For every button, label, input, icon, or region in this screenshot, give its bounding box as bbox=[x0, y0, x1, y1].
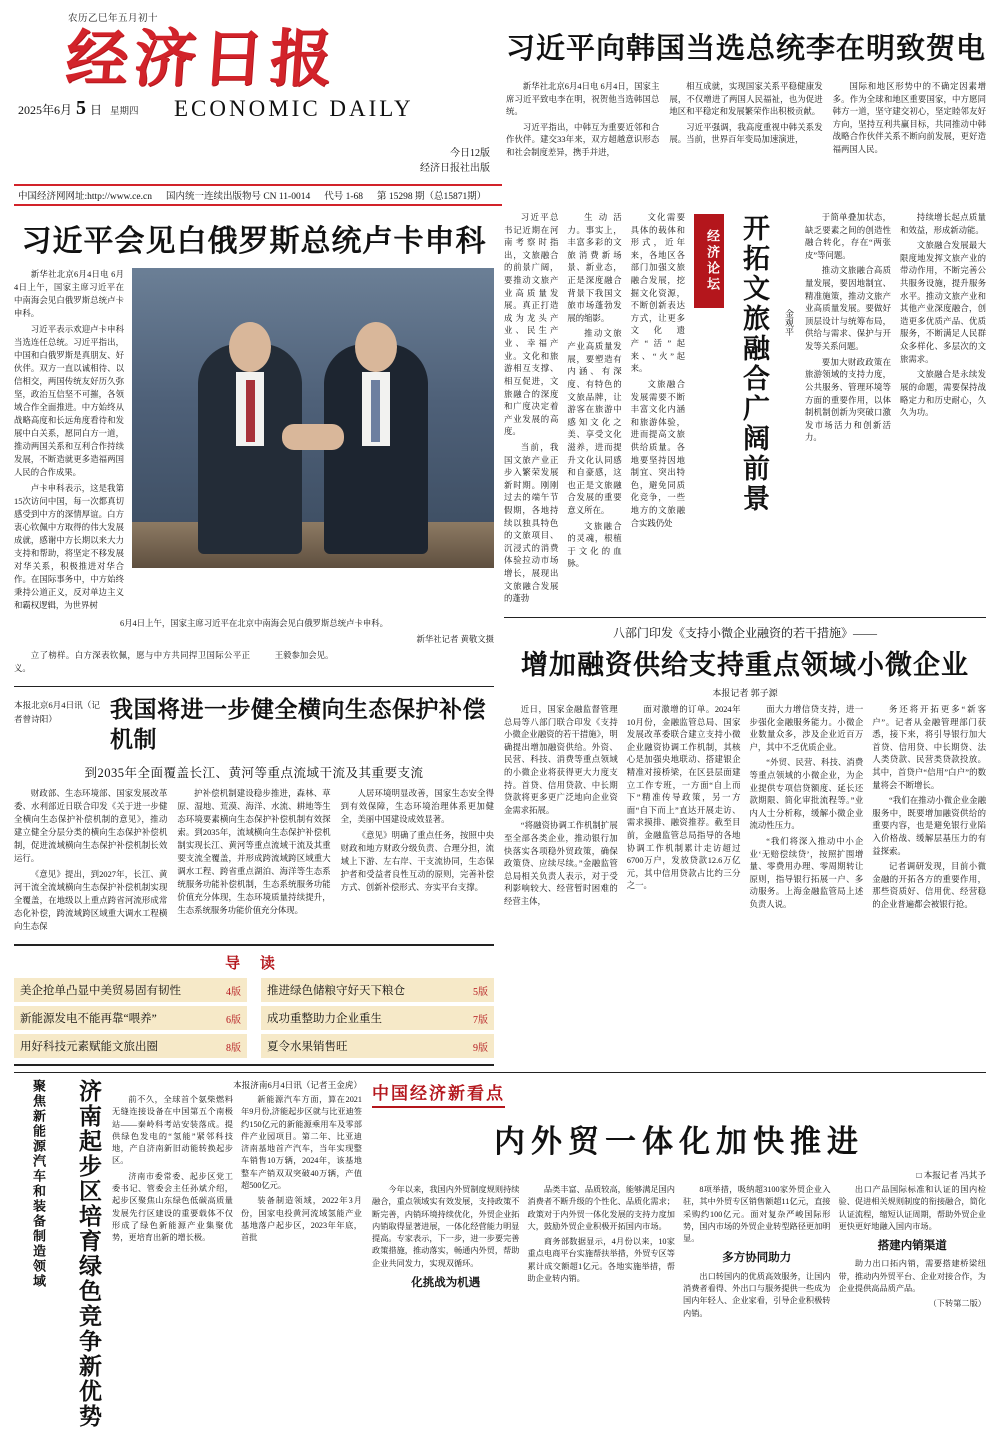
index-box bbox=[14, 944, 494, 1066]
paragraph: 新能源汽车方面，算在2021年9月份,济能起步区就与比亚迪签约150亿元的新能源乘用车及零部件产业园项目。第二年、比亚迪济南基地首产汽车，当年实现整车销售10万辆，2024年，该基地整车产销双双突破40万辆，产值超500亿元。 bbox=[241, 1095, 362, 1191]
index-item[interactable] bbox=[14, 1006, 247, 1030]
paragraph: 今年以来，我国内外贸制度规则持续融合，重点领域实有效发展，支持政策不断完善，内销环境持续优化，外贸企业拓内销取得显著进展，一体化经营能力明显提高。专家表示，下一步，进一步要完善政策措施，推动落实，畅通内外贸，帮助企业共同发力，实现双循环。 bbox=[372, 1185, 520, 1268]
paragraph: 新华社北京6月4日电 6月4日，国家主席习近平致电李在明，祝贺他当选韩国总统。 bbox=[506, 82, 660, 117]
date-day: 5 bbox=[76, 97, 87, 120]
date-unit: 日 bbox=[90, 103, 103, 118]
bottom-left-byline: 本报济南6月4日讯（记者王金虎） bbox=[233, 1080, 362, 1090]
paragraph: 8项举措，吸纳超3100家外贸企业入驻，其中外贸专区销售额超11亿元，直接采购约100亿元。面对复杂严峻国际形势，国内市场的外贸企业转型路径更加明显。 bbox=[683, 1185, 831, 1244]
paragraph: “我们在推动小微企业金融服务中，既要增加融资供给的重要内容，也是避免银行业陷入价格战、缓解层基压力的有益探索。 bbox=[872, 796, 986, 856]
paragraph: 文旅融合发展最大限度地发挥文旅产业的带动作用，不断完善公共服务设施，提升服务水平。推动文旅产业和其他产业深度融合，创造更多优质产品、优质服务，不断满足人民群众多样化、多层次的文旅需求。 bbox=[900, 241, 986, 364]
paragraph: 品类丰富、品质较高，能够满足国内消费者不断升级的个性化、品质化需求；政策对于内外贸一体化发展的支持力度加大，鼓励外贸企业积极开拓国内市场。 bbox=[527, 1185, 675, 1231]
forum-body-right bbox=[805, 212, 986, 448]
main-story-lead bbox=[14, 268, 494, 615]
paragraph: 生动活力。事实上，丰富多彩的文旅消费新场景、新业态，正是深度融合背景下我国文旅市场蓬勃发展的缩影。 bbox=[567, 213, 622, 323]
paragraph: “外贸、民营、科技、消费等重点领域的小微企业，为企业提供专项信贷额度、延长还款期限、简化审批流程等。”业内人士分析称，缓解小微企业流动性压力。 bbox=[749, 758, 864, 831]
paragraph: “将融资协调工作机制扩展至全部各类企业，推动银行加快落实各项稳外贸政策，确保政策贷、应续尽续。”金融监管总局相关负责人表示，对于受利影响较大、经营暂时困难的经营主体， bbox=[504, 821, 618, 907]
bottom-left-text bbox=[112, 1079, 362, 1429]
index-item-label: 新能源发电不能再靠“喂养” bbox=[20, 1013, 157, 1025]
new-view-col-3 bbox=[683, 1184, 831, 1323]
finance-col-1 bbox=[504, 704, 618, 915]
index-title: 导 读 bbox=[225, 956, 283, 972]
index-item[interactable] bbox=[261, 1006, 494, 1030]
paragraph: 出口转国内的优质高效服务，让国内消费者看得、外出口与服务提供一些成为国内年轻人、企业家看，引导企业积极转内销。 bbox=[683, 1271, 831, 1318]
paragraph: 济南市委常委、起步区党工委书记、管委会主任孙斌介绍，起步区聚焦山东绿色低碳高质量发展先行区建设的重要载体不仅形成了绿色新能源产业集聚优势，更培育出新的增长极。 bbox=[112, 1171, 233, 1243]
website-url[interactable]: 中国经济网网址:http://www.ce.cn bbox=[18, 192, 152, 202]
today-pages: 今日12版 bbox=[450, 148, 490, 159]
paragraph: 习近平总书记近期在河南考察时指出，文旅融合的前景广阔，要推动文旅产业高质量发展。真正打造成为龙头产业、民生产业、幸福产业。文化和旅游相互支撑、相互促进，文旅融合的深度和广度决定着产业发展的高度。 bbox=[504, 213, 559, 437]
paragraph: 立了榜样。白方深表钦佩，愿与中方共同捍卫国际公平正义。 bbox=[14, 651, 250, 674]
cn-number: 国内统一连续出版物号 CN 11-0014 bbox=[165, 192, 311, 202]
index-item[interactable] bbox=[14, 978, 247, 1002]
new-view-col-4 bbox=[839, 1184, 987, 1323]
forum-badge: 经济论坛 bbox=[694, 214, 724, 308]
index-item[interactable] bbox=[261, 1034, 494, 1058]
issue-info bbox=[420, 146, 490, 176]
main-story-photo bbox=[132, 268, 494, 568]
masthead bbox=[14, 8, 986, 180]
new-view-badge: 中国经济新看点 bbox=[372, 1079, 505, 1108]
top-story-col-3 bbox=[833, 81, 986, 163]
forum-col-1 bbox=[504, 212, 558, 609]
finance-headline: 增加融资供给支持重点领域小微企业 bbox=[521, 649, 969, 681]
bottom-left-kicker: 聚焦新能源汽车和装备制造领域 bbox=[31, 1079, 46, 1289]
forum-col-2 bbox=[567, 212, 621, 609]
index-grid bbox=[14, 978, 494, 1058]
second-story-body bbox=[14, 787, 494, 936]
paragraph: 习近平表示欢迎卢卡申科当选连任总统。习近平指出，中国和白俄罗斯是真朋友、好伙伴。双方一直以诚相待、以信相交，两国传统友好历久弥坚，政治互信坚不可摧，各领域合作全面推进。中方始终从战略高度和长远角度看待和发展中白关系，愿同白方一道，推动两国关系和互利合作持续发展，不断造就更多造福两国人民的合作成果。 bbox=[14, 325, 124, 478]
paragraph: 于简单叠加状态，缺乏要素之间的创造性融合转化，存在“两张皮”等问题。 bbox=[805, 213, 891, 260]
main-story-tail-col-2 bbox=[258, 649, 494, 678]
new-view-subheading: 化挑战为机遇 bbox=[411, 1277, 481, 1290]
forum-section bbox=[504, 212, 986, 609]
finance-col-4 bbox=[872, 704, 986, 915]
publisher: 经济日报社出版 bbox=[420, 163, 490, 174]
main-story-lead-text bbox=[14, 268, 124, 615]
top-story bbox=[494, 8, 986, 180]
paragraph: 务还将开拓更多“新客户”。记者从金融管理部门获悉，接下来，将引导银行加大首贷、信用贷、中长期贷、法人类贷款、民营类贷款投放。其中，首贷户“信用”白户”的数量将会不断增长。 bbox=[872, 704, 986, 790]
paragraph: 新华社北京6月4日电 6月4日上午，国家主席习近平在中南海会见白俄罗斯总统卢卡申科。 bbox=[14, 270, 124, 319]
paragraph: 面对激增的订单。2024年10月份，金融监管总局、国家发展改革委联合建立支持小微企业融资协调工作机制，其核心是加强央地联动、搭建银企精准对接桥梁，在区县层面建立工作专班，一方面“自上而下”精准传导政策，另一方面“自下而上”直达开展走访、需求摸排、融资推荐。截至目前，金融监管总局指导的各地协调工作机制累计走访超过6700万户，发放贷款12.6万亿元，其中信用贷款占比约三分之一。 bbox=[626, 704, 741, 891]
new-view-section bbox=[372, 1079, 986, 1429]
paragraph: 文旅融合是永续发展的命题，需要保持战略定力和历史耐心，久久为功。 bbox=[900, 370, 986, 418]
divider bbox=[14, 686, 494, 687]
paragraph: 文化需要具体的载体和形式，近年来，各地区各部门加强文旅融合发展，挖掘文化资源，不断创新表达方式，让更多文化遗产“活”起来、“火”起来。 bbox=[630, 213, 685, 374]
new-view-headline: 内外贸一体化加快推进 bbox=[494, 1124, 864, 1160]
index-item-page: 5版 bbox=[473, 986, 488, 998]
forum-author: 金观平 bbox=[784, 308, 794, 336]
new-view-byline-text: 本报记者 冯其予 bbox=[923, 1170, 986, 1180]
finance-byline: 本报记者 郭子源 bbox=[712, 687, 778, 698]
new-view-subheading: 搭建内销渠道 bbox=[877, 1240, 947, 1253]
main-story-tail bbox=[14, 649, 494, 678]
forum-text-right bbox=[805, 212, 986, 609]
paragraph: 习近平指出，中韩互为重要近邻和合作伙伴。建交33年来，双方超越意识形态和社会制度差异，携手并进， bbox=[506, 122, 660, 158]
second-story-col-2 bbox=[177, 787, 330, 936]
finance-kicker: 八部门印发《支持小微企业融资的若干措施》—— bbox=[612, 625, 877, 640]
photo-credit: 新华社记者 黄敬文摄 bbox=[416, 635, 494, 645]
second-story-col-1 bbox=[14, 787, 167, 936]
second-story-subtitle: 到2035年全面覆盖长江、黄河等重点流域干流及其重要支流 bbox=[84, 765, 424, 780]
paragraph: 要加大财政政策在旅游领域的支持力度，公共服务、管理环境等方面的重要作用，以体制机制创新为突破口激发市场活力和创新活力。 bbox=[805, 357, 891, 443]
photo-handshake bbox=[282, 424, 344, 450]
bottom-left-col-2 bbox=[241, 1094, 362, 1248]
english-title: ECONOMIC DAILY bbox=[174, 96, 414, 122]
masthead-redline bbox=[14, 184, 502, 206]
newspaper-logo: 经济日报 bbox=[63, 22, 341, 95]
paragraph: 国际和地区形势中的不确定因素增多。作为全球和地区重要国家，中方愿同韩方一道，坚守建交初心，坚定睦邻友好方向，坚持互利共赢目标，共同推动中韩战略合作伙伴关系不断向前发展，更好造福两国人民。 bbox=[832, 82, 986, 155]
paragraph: 人居环境明显改善，国家生态安全得到有效保障，生态环境治理体系更加健全，美丽中国建设成效显著。 bbox=[340, 788, 494, 824]
bottom-left-headline: 济南起步区培育绿色竞争新优势 bbox=[75, 1079, 102, 1429]
date-year: 2025年6月 bbox=[18, 103, 73, 118]
paragraph: 近日，国家金融监督管理总局等八部门联合印发《支持小微企业融资的若干措施》，明确提出增加融资供给。外资、民营、科技、消费等重点领域的小微企业将获得更大力度支持。首贷、信用贷款、中长期贷款将更多更广泛地向企业资金需求拓展。 bbox=[504, 704, 618, 815]
new-view-body bbox=[372, 1184, 986, 1323]
postal-code: 代号 1-68 bbox=[324, 192, 364, 202]
paragraph: 装备制造领域，2022年3月份，国家电投黄河流域氢能产业基地落户起步区，2023年年底，首批 bbox=[241, 1196, 362, 1243]
top-story-col-2 bbox=[669, 81, 822, 163]
index-item[interactable] bbox=[261, 978, 494, 1002]
new-view-col-2 bbox=[528, 1184, 676, 1323]
paragraph: 助力出口拓内销，需要搭建桥梁纽带，推动内外贸平台、企业对接合作，为企业提供高品质产品。 bbox=[838, 1259, 986, 1294]
photo-head-left bbox=[229, 322, 271, 372]
main-story-tail-col-1 bbox=[14, 649, 250, 678]
photo-tie-right bbox=[371, 380, 380, 442]
top-story-body bbox=[506, 81, 986, 163]
divider bbox=[504, 617, 986, 618]
paragraph: 当前，我国文旅产业正步入繁荣发展新时期。刚刚过去的端午节假期，各地持续以独具特色的文旅项目、沉浸式的消费体验拉动市场增长，展现出文旅融合发展的蓬勃 bbox=[504, 442, 559, 604]
forum-title-block bbox=[694, 214, 796, 609]
paragraph: 出口产品国际标准和认证的国内检验、促进相关规则制度的衔接融合，简化认证流程，缩短认证周期，帮助外贸企业更快更好地融入国内市场。 bbox=[838, 1185, 986, 1231]
forum-col-5 bbox=[900, 212, 986, 448]
paragraph: 记者调研发现，目前小微金融的开拓各方的重要作用，那些资质好、信用优、经营稳的企业普遍都会被银行抢。 bbox=[872, 862, 986, 910]
paragraph: 前不久，全球首个氨柴燃料无缝连接设备在中国第五个南极站——秦岭科考站安装落成。提供绿色发电的“氢能”紧邻科技地，产自济南新旧动能转换起步区。 bbox=[112, 1095, 233, 1166]
new-view-col-1 bbox=[372, 1184, 520, 1323]
forum-text bbox=[504, 212, 685, 609]
paragraph: 习近平强调，我高度重视中韩关系发展。当前，世界百年变局加速演进， bbox=[669, 122, 823, 145]
paragraph: 推动文旅产业高质量发展，要塑造有内涵、有深度、有特色的文旅品牌，让游客在旅游中感知文化之美、享受文化滋养，进而提升文化认同感和自豪感，这也正是文旅融合发展的重要意义所在。 bbox=[567, 329, 622, 516]
paragraph: 相互成就，实现国家关系平稳健康发展，不仅增进了两国人民福祉，也为促进地区和平稳定和发展繁荣作出积极贡献。 bbox=[669, 82, 823, 117]
index-item-page: 7版 bbox=[473, 1014, 488, 1026]
paragraph: 卢卡申科表示，这是我第15次访问中国，每一次都真切感受到中方的深情厚谊。白方衷心钦佩中方取得的伟大发展成就，感谢中方长期以来大力支持和帮助，将坚定不移发展对华关系，积极推进对华合作。在国际事务中，中方始终秉持公道正义，反对单边主义和霸权逻辑，为世界树 bbox=[14, 484, 124, 611]
issue-number: 第 15298 期（总15871期） bbox=[377, 192, 487, 202]
second-story-byline: 本报北京6月4日讯（记者曾诗阳） bbox=[14, 700, 100, 724]
paragraph: 文旅融合发展需要不断丰富文化内涵和旅游体验，进而提高文旅供给质量。各地要坚持因地制宜、突出特色，避免同质化竞争，一些地方的文旅融合实践仍处 bbox=[630, 379, 685, 528]
paragraph: “我们将深入推动中小企业‘无赔偿续贷’，按照扩围增量、零费用办理、零周期转让原则，指导银行拓展一户、多动服务。上海金融监管局上述负责人说。 bbox=[749, 836, 864, 910]
index-item-label: 用好科技元素赋能文旅出圈 bbox=[20, 1041, 158, 1053]
photo-tie-left bbox=[246, 380, 255, 442]
right-column bbox=[504, 212, 986, 1066]
weekday: 星期四 bbox=[110, 107, 139, 118]
top-story-col-1 bbox=[506, 81, 659, 163]
photo-caption: 6月4日上午，国家主席习近平在北京中南海会见白俄罗斯总统卢卡申科。 bbox=[120, 619, 388, 629]
forum-col-3 bbox=[631, 212, 685, 609]
paragraph: 推动文旅融合高质量发展，要因地制宜、精准施策，推动文旅产业高质量发展。要做好顶层设计与统筹布局，供给与需求、保护与开发等关系问题。 bbox=[805, 266, 891, 352]
index-item[interactable] bbox=[14, 1034, 247, 1058]
masthead-left bbox=[14, 8, 494, 180]
second-story-col-3 bbox=[341, 787, 494, 936]
second-story bbox=[14, 693, 494, 755]
main-story-headline: 习近平会见白俄罗斯总统卢卡申科 bbox=[21, 224, 487, 259]
new-view-subheading: 多方协同助力 bbox=[722, 1252, 792, 1265]
paragraph: 财政部、生态环境部、国家发展改革委、水利部近日联合印发《关于进一步健全横向生态保护补偿机制的意见》，推动建立健全分层分类的横向生态保护补偿机制，促进流域横向生态保护补偿机制长效运行。 bbox=[14, 788, 168, 863]
new-view-byline bbox=[372, 1169, 986, 1181]
index-item-label: 美企抢单凸显中美贸易固有韧性 bbox=[20, 985, 181, 997]
index-item-page: 6版 bbox=[226, 1014, 241, 1026]
paragraph: 面大力增信贷支持，进一步强化金融服务能力。小微企业数量众多，涉及企业近百万户，其中不乏优质企业。 bbox=[749, 704, 864, 752]
second-story-headline: 我国将进一步健全横向生态保护补偿机制 bbox=[110, 696, 486, 753]
finance-col-3 bbox=[750, 704, 864, 915]
index-item-label: 成功重整助力企业重生 bbox=[267, 1013, 382, 1025]
photo-head-right bbox=[355, 322, 397, 372]
left-column bbox=[14, 212, 494, 1066]
bottom-band bbox=[14, 1072, 986, 1429]
forum-headline: 开拓文旅融合广阔前景 bbox=[738, 214, 769, 514]
square-bullet-icon: □ bbox=[916, 1170, 924, 1180]
paragraph: 《意见》提出，到2027年，长江、黄河干流全流域横向生态保护补偿机制实现全覆盖，在地级以上重点跨省河流形成常态化补偿，跨流域跨区域重大调水工程横向生态保 bbox=[14, 869, 168, 931]
lunar-date: 农历乙巳年五月初十 bbox=[68, 14, 159, 24]
paragraph: 《意见》明确了重点任务，按照中央财政和地方财政分级负责、合理分担，流域上下游、左右岸、干支流协同，生态保护者和受益者良性互动的原则，完善补偿方式、创新补偿形式、夯实平台支撑。 bbox=[340, 830, 494, 892]
forum-body bbox=[504, 212, 685, 609]
photo-floor bbox=[132, 522, 494, 568]
paragraph: 王毅参加会见。 bbox=[274, 651, 334, 661]
paragraph: 文旅融合的灵魂，根植于文化的血脉。 bbox=[567, 521, 622, 569]
finance-body bbox=[504, 704, 986, 915]
bottom-left-body bbox=[112, 1094, 362, 1248]
paragraph: 商务部数据显示，4月份以来，10家重点电商平台实施帮扶举措，外贸专区等累计成交额超1亿元。各地实施举措，帮助企业转内销。 bbox=[527, 1237, 675, 1284]
body-grid bbox=[14, 212, 986, 1066]
index-item-page: 9版 bbox=[473, 1042, 488, 1054]
forum-col-4 bbox=[805, 212, 891, 448]
index-item-page: 4版 bbox=[226, 986, 241, 998]
index-item-label: 推进绿色储粮守好天下粮仓 bbox=[267, 985, 405, 997]
top-story-headline: 习近平向韩国当选总统李在明致贺电 bbox=[506, 31, 987, 65]
bottom-left-col-1 bbox=[112, 1094, 233, 1248]
continued-note: （下转第二版） bbox=[928, 1299, 986, 1309]
index-item-page: 8版 bbox=[226, 1042, 241, 1054]
finance-col-2 bbox=[627, 704, 741, 915]
paragraph: 护补偿机制建设稳步推进，森林、草原、湿地、荒漠、海洋、水流、耕地等生态环境要素横向生态保护补偿机制有效探索。到2035年，流域横向生态保护补偿机制实现长江、黄河等重点流域干流及其重要支流全覆盖，并形成跨流域跨区域重大调水工程、跨省重点湖泊、海洋等生态系统服务功能补偿机制，生态系统服务功能价值充分体现，生态环境质量持续提升，生态系统服务功能价值充分体现。 bbox=[177, 788, 331, 915]
paragraph: 持续增长起点质量和效益，形成新动能。 bbox=[900, 213, 986, 235]
index-item-label: 夏令水果销售旺 bbox=[267, 1041, 348, 1053]
